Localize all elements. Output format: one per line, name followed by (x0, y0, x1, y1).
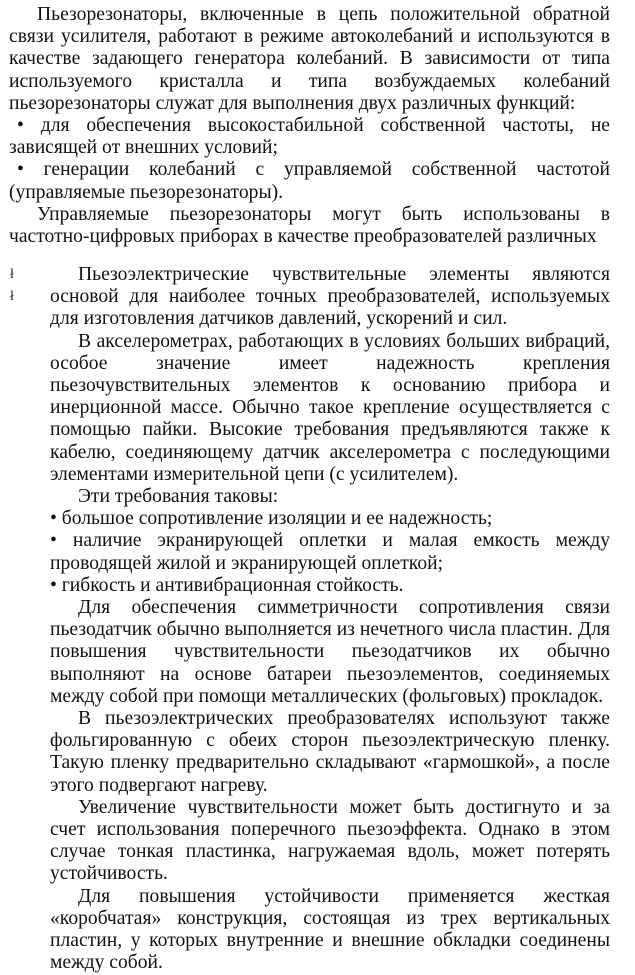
bottom-text-block (50, 264, 610, 975)
paragraph-sensitive-elements: Пьезоэлектрические чувствительные элементы являются основой для наиболее точных преобразователей, используемых для изготовления датчиков давлений, ускорений и сил. (50, 264, 610, 330)
bullet-stable-frequency: • для обеспечения высокостабильной собственной частоты, не зависящей от внешних условий; (9, 115, 610, 159)
paragraph-accelerometers: В акселерометрах, работающих в условиях больших вибраций, особое значение имеет надежность крепления пьезочувствительных элементов к основанию прибора и инерционной массе. Обычно такое крепление осуществляется с помощью пайки. Высокие требования предъявляются также к кабелю, соединяющему датчик акселерометра с последующими элементами измерительной цепи (с усилителем). (50, 330, 610, 485)
bullet-flexibility: • гибкость и антивибрационная стойкость. (50, 574, 404, 596)
paragraph-film: В пьезоэлектрических преобразователях используют также фольгированную с обеих сторон пьезоэлектрическую пленку. Такую пленку предварительно складывают «гармошкой», а после этого подвергают нагреву. (50, 708, 610, 796)
top-text-block (9, 4, 610, 248)
paragraph-symmetry: Для обеспечения симметричности сопротивления связи пьезодатчик обычно выполняется из нечетного числа пластин. Для повышения чувствительности пьезодатчиков их обычно выполняют на основе батареи пьезоэлементов, соединяемых между собой при помощи металлических (фольговых) прокладок. (50, 597, 610, 707)
paragraph-requirements-intro: Эти требования таковы: (78, 486, 279, 508)
margin-mark: ł (10, 267, 14, 282)
paragraph-transverse-effect: Увеличение чувствительности может быть достигнуто и за счет использования поперечного пьезоэффекта. Однако в этом случае тонкая пластинка, нагружаемая вдоль, может потерять устойчивость. (50, 796, 610, 885)
margin-mark: ł (10, 289, 14, 304)
bullet-insulation: • большое сопротивление изоляции и ее надежность; (50, 508, 493, 530)
cut-off-paragraph: Управляемые пьезорезонаторы могут быть использованы в частотно-цифровых приборах в качестве преобразователей различных (9, 203, 610, 248)
intro-paragraph: Пьезорезонаторы, включенные в цепь положительной обратной связи усилителя, работают в режиме автоколебаний и используются в качестве задающего генератора колебаний. В зависимости от типа используемого кристалла и типа возбуждаемых колебаний пьезорезонаторы служат для выполнения двух различных функций: (9, 4, 610, 114)
bullet-controlled-frequency: • генерации колебаний с управляемой собственной частотой (управляемые пьезорезонаторы). (9, 159, 610, 203)
paragraph-box-structure: Для повышения устойчивости применяется жесткая «коробчатая» конструкция, состоящая из трех вертикальных пластин, у которых внутренние и внешние обкладки соединены между собой. (50, 885, 610, 974)
bullet-shielding: • наличие экранирующей оплетки и малая емкость между проводящей жилой и экранирующей оплеткой; (50, 530, 610, 574)
